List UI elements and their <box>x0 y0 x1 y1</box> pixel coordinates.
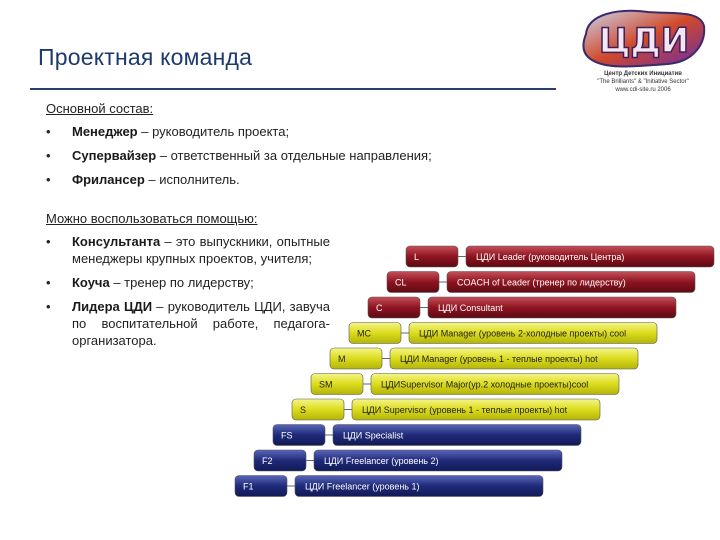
definition: – это выпускники, опытные менеджеры крупных проектов, учителя; <box>72 234 330 266</box>
level-code: FS <box>281 430 293 441</box>
logo-caption-line1: Центр Детских Инициатив <box>604 71 682 77</box>
list-item: • Менеджер – руководитель проекта; <box>46 124 290 139</box>
level-label: ЦДИ Consultant <box>438 303 503 313</box>
level-code: L <box>414 252 420 262</box>
level-code: F1 <box>243 481 254 492</box>
term: Супервайзер <box>72 148 157 163</box>
term: Фрилансер <box>72 172 145 187</box>
logo-text: ЦДИ <box>598 21 690 61</box>
level-code: C <box>376 303 383 313</box>
ladder-row <box>368 297 676 318</box>
ladder-row <box>387 272 695 293</box>
level-code: S <box>300 405 307 415</box>
ladder-row <box>349 323 657 344</box>
definition: – руководитель ЦДИ, завуча по воспитательной работе, педагога-организатора. <box>72 299 330 348</box>
core-heading: Основной состав: <box>46 101 154 116</box>
level-code: SM <box>319 379 333 390</box>
list-item: • Супервайзер – ответственный за отдельные направления; <box>46 148 432 163</box>
definition: – тренер по лидерству; <box>109 275 254 290</box>
definition: – исполнитель. <box>144 172 240 187</box>
help-heading: Можно воспользоваться помощью: <box>46 211 258 226</box>
list-item: • Консультанта – это выпускники, опытные менеджеры крупных проектов, учителя; <box>46 234 330 266</box>
logo-caption-line3: www.cdi-site.ru 2006 <box>615 87 671 93</box>
ladder-row <box>235 476 543 497</box>
level-label: ЦДИ Freelancer (уровень 1) <box>305 481 420 492</box>
definition: – руководитель проекта; <box>137 124 290 139</box>
list-item: • Коуча – тренер по лидерству; <box>46 275 254 290</box>
ladder-row <box>292 399 600 420</box>
level-code: F2 <box>262 456 273 466</box>
logo-caption-line2: "The Brilliants" & "Initiative Sector" <box>597 79 689 85</box>
ladder-row <box>254 450 562 471</box>
ladder-row <box>406 246 714 267</box>
term: Консультанта <box>72 234 161 249</box>
term: Коуча <box>72 275 110 290</box>
term: Менеджер <box>72 124 138 139</box>
ladder-row <box>330 348 638 369</box>
level-label: COACH of Leader (тренер по лидерству) <box>457 277 626 288</box>
definition: – ответственный за отдельные направления; <box>156 148 432 163</box>
level-label: ЦДИ Freelancer (уровень 2) <box>324 456 439 466</box>
list-item: • Фрилансер – исполнитель. <box>46 172 240 187</box>
level-label: ЦДИ Manager (уровень 1 - теплые проекты) hot <box>400 354 598 364</box>
ladder-row <box>273 425 581 446</box>
ladder-row <box>311 374 619 395</box>
level-label: ЦДИSupervisor Major(ур.2 холодные проекты)cool <box>381 379 589 390</box>
level-code: MC <box>357 328 371 339</box>
level-label: ЦДИ Leader (руководитель Центра) <box>476 252 625 262</box>
level-code: CL <box>395 277 407 288</box>
level-label: ЦДИ Supervisor (уровень 1 - теплые проекты) hot <box>362 405 568 415</box>
level-label: ЦДИ Specialist <box>343 430 404 441</box>
page-title: Проектная команда <box>38 44 253 70</box>
ladder-rows <box>235 246 714 497</box>
level-code: M <box>338 354 346 364</box>
level-label: ЦДИ Manager (уровень 2-холодные проекты) cool <box>419 328 627 339</box>
list-item: • Лидера ЦДИ – руководитель ЦДИ, завуча по воспитательной работе, педагога-организатора. <box>46 299 330 348</box>
term: Лидера ЦДИ <box>72 299 153 314</box>
